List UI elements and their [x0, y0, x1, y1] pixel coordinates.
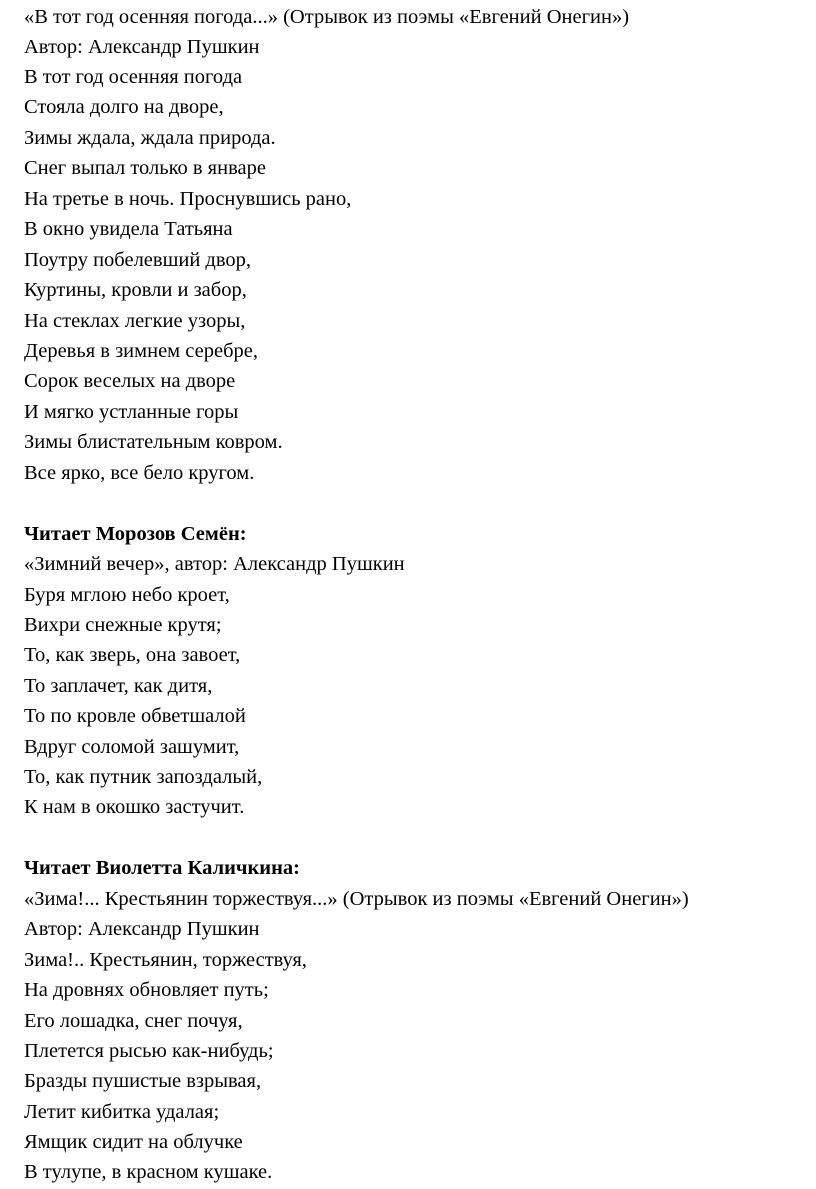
verse-line: К нам в окошко застучит.	[24, 796, 245, 818]
verse-line: Поутру побелевший двор,	[24, 249, 252, 271]
verse-line: Вихри снежные крутя;	[24, 614, 222, 636]
verse-line: Зимы блистательным ковром.	[24, 431, 283, 453]
verse-line: То, как зверь, она завоет,	[24, 644, 241, 666]
poem-author-line: Автор: Александр Пушкин	[24, 36, 260, 58]
verse-line: Летит кибитка удалая;	[24, 1101, 220, 1123]
verse-line: Все ярко, все бело кругом.	[24, 462, 255, 484]
verse-line: Деревья в зимнем серебре,	[24, 340, 258, 362]
verse-line: Зима!.. Крестьянин, торжествуя,	[24, 949, 307, 971]
poem-author-line: Автор: Александр Пушкин	[24, 918, 260, 940]
verse-line: То, как путник запоздалый,	[24, 766, 263, 788]
verse-line: Его лошадка, снег почуя,	[24, 1010, 243, 1032]
verse-line: В тот год осенняя погода	[24, 66, 243, 88]
verse-line: Стояла долго на дворе,	[24, 96, 224, 118]
reader-heading: Читает Виолетта Каличкина:	[24, 857, 300, 879]
verse-line: На дровнях обновляет путь;	[24, 979, 269, 1001]
verse-line: Ямщик сидит на облучке	[24, 1131, 243, 1153]
verse-line: Бразды пушистые взрывая,	[24, 1070, 262, 1092]
verse-line: Зимы ждала, ждала природа.	[24, 127, 276, 149]
verse-line: В окно увидела Татьяна	[24, 218, 233, 240]
verse-line: На третье в ночь. Проснувшись рано,	[24, 188, 352, 210]
verse-line: То заплачет, как дитя,	[24, 675, 213, 697]
verse-line: В тулупе, в красном кушаке.	[24, 1161, 273, 1183]
poem-title-line: «Зима!... Крестьянин торжествуя...» (Отрывок из поэмы «Евгений Онегин»)	[24, 888, 689, 910]
verse-line: Снег выпал только в январе	[24, 157, 266, 179]
verse-line: Буря мглою небо кроет,	[24, 584, 230, 606]
verse-line: Куртины, кровли и забор,	[24, 279, 247, 301]
poem-title-line: «Зимний вечер», автор: Александр Пушкин	[24, 553, 405, 575]
verse-line: То по кровле обветшалой	[24, 705, 246, 727]
verse-line: Сорок веселых на дворе	[24, 370, 236, 392]
verse-line: На стеклах легкие узоры,	[24, 310, 246, 332]
reader-heading: Читает Морозов Семён:	[24, 523, 247, 545]
poem-title-line: «В тот год осенняя погода...» (Отрывок из поэмы «Евгений Онегин»)	[24, 6, 630, 28]
verse-line: Плетется рысью как-нибудь;	[24, 1040, 274, 1062]
verse-line: Вдруг соломой зашумит,	[24, 736, 240, 758]
verse-line: И мягко устланные горы	[24, 401, 239, 423]
